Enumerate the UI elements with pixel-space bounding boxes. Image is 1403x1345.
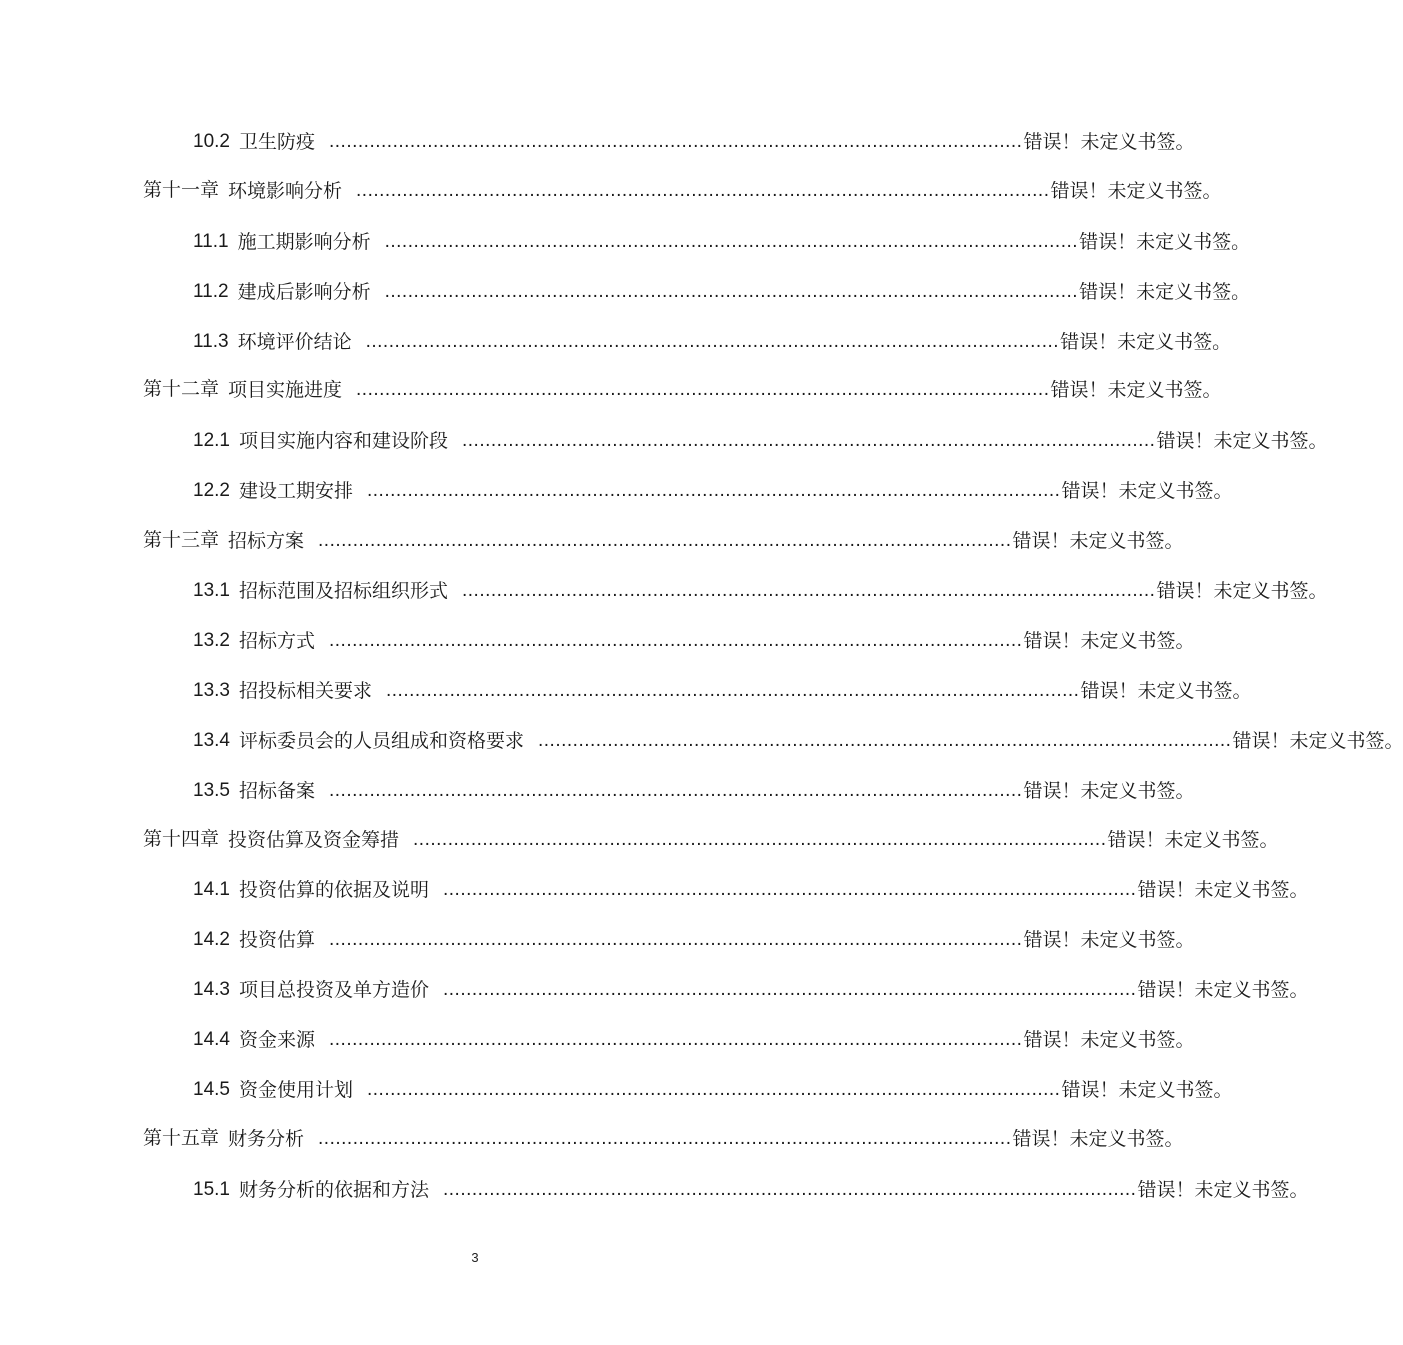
toc-dot-leader: ........................................................................................................................ xyxy=(367,1079,1061,1100)
toc-dot-leader: ........................................................................................................................ xyxy=(318,1128,1012,1149)
toc-entry-number: 14.1 xyxy=(193,879,230,900)
toc-entry[interactable] xyxy=(193,227,1251,257)
toc-entry-number: 13.4 xyxy=(193,730,230,751)
toc-dot-leader: ........................................................................................................................ xyxy=(462,580,1156,601)
toc-entry-page-ref: 错误！未定义书签。 xyxy=(1061,480,1233,502)
toc-entry-title: 财务分析 xyxy=(228,1128,305,1150)
toc-dot-leader: ........................................................................................................................ xyxy=(384,231,1079,252)
toc-entry[interactable] xyxy=(143,526,1184,556)
toc-dot-leader: ........................................................................................................................ xyxy=(329,929,1023,950)
toc-entry-title: 资金使用计划 xyxy=(238,1079,353,1101)
toc-entry-title: 建成后影响分析 xyxy=(237,281,371,303)
toc-entry-number: 第十一章 xyxy=(143,180,220,201)
toc-entry-number: 14.3 xyxy=(193,979,230,1000)
toc-entry[interactable] xyxy=(193,1025,1195,1055)
toc-dot-leader: ........................................................................................................................ xyxy=(329,780,1023,801)
toc-entry-title: 环境影响分析 xyxy=(228,180,343,202)
toc-entry-title: 投资估算及资金筹措 xyxy=(228,829,400,851)
toc-entry-title: 招标方案 xyxy=(228,530,305,552)
toc-entry-title: 投资估算的依据及说明 xyxy=(238,879,429,901)
toc-entry[interactable] xyxy=(193,626,1195,656)
toc-entry-page-ref: 错误！未定义书签。 xyxy=(1023,929,1195,951)
toc-entry[interactable] xyxy=(143,176,1222,206)
toc-entry-page-ref: 错误！未定义书签。 xyxy=(1107,829,1279,851)
toc-entry-number: 14.2 xyxy=(193,929,230,950)
toc-entry-title: 招投标相关要求 xyxy=(238,680,372,702)
toc-entry-number: 第十三章 xyxy=(143,530,220,551)
toc-dot-leader: ........................................................................................................................ xyxy=(443,1179,1137,1200)
toc-entry-page-ref: 错误！未定义书签。 xyxy=(1050,379,1222,401)
toc-entry-title: 招标范围及招标组织形式 xyxy=(238,580,448,602)
toc-entry-page-ref: 错误！未定义书签。 xyxy=(1023,780,1195,802)
toc-entry[interactable] xyxy=(193,776,1195,806)
toc-entry[interactable] xyxy=(193,1075,1233,1105)
toc-entry-title: 投资估算 xyxy=(238,929,315,951)
toc-dot-leader: ........................................................................................................................ xyxy=(538,730,1232,751)
toc-dot-leader: ........................................................................................................................ xyxy=(443,879,1137,900)
toc-dot-leader: ........................................................................................................................ xyxy=(365,331,1060,352)
toc-entry-title: 招标方式 xyxy=(238,630,315,652)
toc-entry-page-ref: 错误！未定义书签。 xyxy=(1156,580,1328,602)
toc-entry[interactable] xyxy=(143,375,1222,405)
toc-entry-page-ref: 错误！未定义书签。 xyxy=(1060,331,1232,353)
toc-entry-page-ref: 错误！未定义书签。 xyxy=(1012,1128,1184,1150)
toc-entry[interactable] xyxy=(193,277,1251,307)
toc-entry-number: 第十二章 xyxy=(143,379,220,400)
toc-entry-number: 13.5 xyxy=(193,780,230,801)
toc-entry[interactable] xyxy=(193,925,1195,955)
toc-entry-title: 评标委员会的人员组成和资格要求 xyxy=(238,730,524,752)
toc-entry-number: 12.2 xyxy=(193,480,230,501)
toc-entry[interactable] xyxy=(193,726,1403,756)
toc-entry-page-ref: 错误！未定义书签。 xyxy=(1079,281,1251,303)
toc-entry[interactable] xyxy=(143,1124,1184,1154)
toc-entry-page-ref: 错误！未定义书签。 xyxy=(1156,430,1328,452)
toc-entry-title: 建设工期安排 xyxy=(238,480,353,502)
toc-entry-title: 财务分析的依据和方法 xyxy=(238,1179,429,1201)
toc-entry-title: 卫生防疫 xyxy=(238,131,315,153)
toc-entry[interactable] xyxy=(143,825,1279,855)
toc-entry-number: 第十四章 xyxy=(143,829,220,850)
toc-entry-title: 项目实施进度 xyxy=(228,379,343,401)
toc-entry-title: 项目实施内容和建设阶段 xyxy=(238,430,448,452)
toc-entry-number: 13.2 xyxy=(193,630,230,651)
toc-entry[interactable] xyxy=(193,1175,1309,1205)
toc-entry[interactable] xyxy=(193,875,1309,905)
toc-entry-number: 15.1 xyxy=(193,1179,230,1200)
toc-entry-page-ref: 错误！未定义书签。 xyxy=(1050,180,1222,202)
toc-entry-number: 10.2 xyxy=(193,131,230,152)
toc-dot-leader: ........................................................................................................................ xyxy=(367,480,1061,501)
toc-entry-page-ref: 错误！未定义书签。 xyxy=(1137,879,1309,901)
toc-entry-title: 施工期影响分析 xyxy=(237,231,371,253)
toc-entry-page-ref: 错误！未定义书签。 xyxy=(1023,131,1195,153)
toc-dot-leader: ........................................................................................................................ xyxy=(318,530,1012,551)
toc-dot-leader: ........................................................................................................................ xyxy=(386,680,1080,701)
toc-entry-number: 11.2 xyxy=(193,281,229,302)
toc-entry-number: 14.4 xyxy=(193,1029,230,1050)
toc-entry[interactable] xyxy=(193,476,1233,506)
toc-entry[interactable] xyxy=(193,676,1252,706)
toc-entry[interactable] xyxy=(193,127,1195,157)
toc-entry-number: 11.3 xyxy=(193,331,229,352)
toc-entry-page-ref: 错误！未定义书签。 xyxy=(1137,979,1309,1001)
toc-entry[interactable] xyxy=(193,327,1232,357)
toc-entry-page-ref: 错误！未定义书签。 xyxy=(1232,730,1403,752)
toc-entry-page-ref: 错误！未定义书签。 xyxy=(1079,231,1251,253)
toc-entry-page-ref: 错误！未定义书签。 xyxy=(1137,1179,1309,1201)
toc-dot-leader: ........................................................................................................................ xyxy=(443,979,1137,1000)
toc-entry-number: 13.1 xyxy=(193,580,230,601)
toc-entry-number: 14.5 xyxy=(193,1079,230,1100)
toc-dot-leader: ........................................................................................................................ xyxy=(329,630,1023,651)
toc-dot-leader: ........................................................................................................................ xyxy=(384,281,1079,302)
toc-entry-page-ref: 错误！未定义书签。 xyxy=(1061,1079,1233,1101)
toc-entry-number: 第十五章 xyxy=(143,1128,220,1149)
toc-entry-number: 13.3 xyxy=(193,680,230,701)
toc-entry[interactable] xyxy=(193,975,1309,1005)
toc-dot-leader: ........................................................................................................................ xyxy=(329,1029,1023,1050)
toc-dot-leader: ........................................................................................................................ xyxy=(462,430,1156,451)
page-number: 3 xyxy=(471,1250,479,1265)
toc-entry-title: 资金来源 xyxy=(238,1029,315,1051)
toc-entry-title: 项目总投资及单方造价 xyxy=(238,979,429,1001)
toc-entry-page-ref: 错误！未定义书签。 xyxy=(1012,530,1184,552)
toc-dot-leader: ........................................................................................................................ xyxy=(329,131,1023,152)
toc-dot-leader: ........................................................................................................................ xyxy=(413,829,1107,850)
toc-dot-leader: ........................................................................................................................ xyxy=(356,379,1050,400)
toc-entry-title: 招标备案 xyxy=(238,780,315,802)
toc-entry[interactable] xyxy=(193,576,1328,606)
toc-entry[interactable] xyxy=(193,426,1328,456)
toc-entry-number: 12.1 xyxy=(193,430,230,451)
toc-dot-leader: ........................................................................................................................ xyxy=(356,180,1050,201)
toc-entry-number: 11.1 xyxy=(193,231,229,252)
toc-entry-page-ref: 错误！未定义书签。 xyxy=(1023,1029,1195,1051)
toc-entry-title: 环境评价结论 xyxy=(237,331,352,353)
toc-entry-page-ref: 错误！未定义书签。 xyxy=(1080,680,1252,702)
toc-entry-page-ref: 错误！未定义书签。 xyxy=(1023,630,1195,652)
